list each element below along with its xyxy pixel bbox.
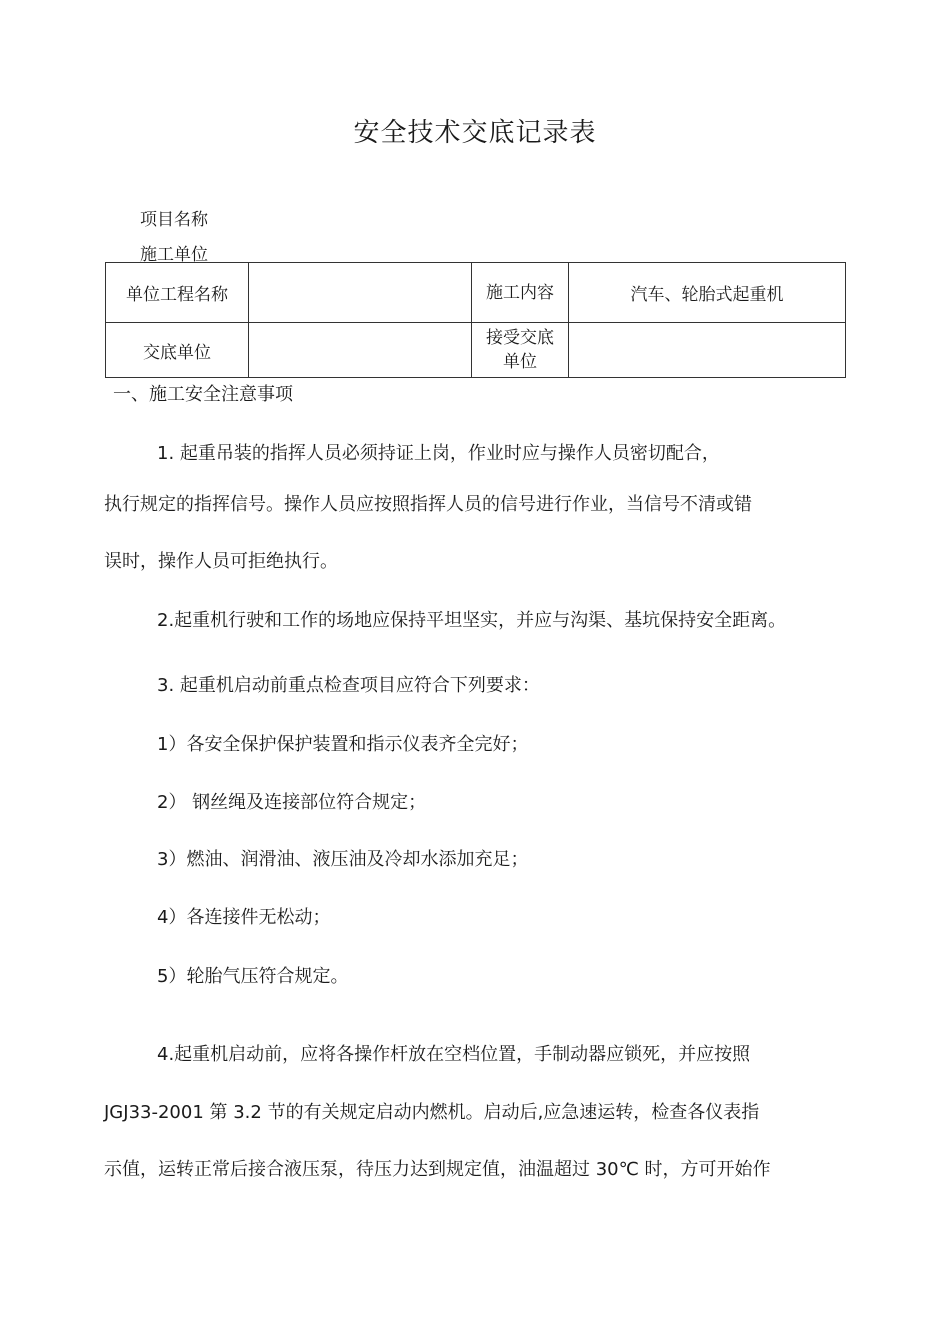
briefing-unit-label: 交底单位 (106, 323, 249, 378)
receiving-unit-label-line1: 接受交底 (486, 328, 554, 348)
info-table (105, 262, 846, 378)
body-line: 2.起重机行驶和工作的场地应保持平坦坚实，并应与沟渠、基坑保持安全距离。 (157, 610, 787, 631)
body-line: 执行规定的指挥信号。操作人员应按照指挥人员的信号进行作业，当信号不清或错 (104, 494, 752, 515)
receiving-unit-label (472, 323, 569, 378)
body-line: 示值，运转正常后接合液压泵，待压力达到规定值，油温超过 30℃ 时，方可开始作 (104, 1159, 771, 1180)
construction-content-label: 施工内容 (472, 263, 569, 323)
body-line: 1）各安全保护保护装置和指示仪表齐全完好； (157, 734, 529, 755)
document-title: 安全技术交底记录表 (353, 118, 597, 148)
body-line: 3）燃油、润滑油、液压油及冷却水添加充足； (157, 849, 529, 870)
unit-project-name-label: 单位工程名称 (106, 263, 249, 323)
body-line: JGJ33-2001 第 3.2 节的有关规定启动内燃机。启动后,应急速运转，检查各仪表指 (104, 1102, 760, 1123)
construction-unit-label: 施工单位 (140, 245, 208, 265)
body-line: 3. 起重机启动前重点检查项目应符合下列要求： (157, 675, 540, 696)
unit-project-name-value (249, 263, 472, 323)
construction-content-value: 汽车、轮胎式起重机 (569, 263, 846, 323)
body-line: 4.起重机启动前，应将各操作杆放在空档位置，手制动器应锁死，并应按照 (157, 1044, 751, 1065)
body-line: 误时，操作人员可拒绝执行。 (104, 551, 338, 572)
body-line: 5）轮胎气压符合规定。 (157, 966, 349, 987)
receiving-unit-label-line2: 单位 (503, 352, 537, 372)
body-line: 2） 钢丝绳及连接部位符合规定； (157, 792, 427, 813)
table-row (106, 263, 846, 323)
briefing-unit-value (249, 323, 472, 378)
body-line: 1. 起重吊装的指挥人员必须持证上岗，作业时应与操作人员密切配合， (157, 443, 720, 464)
table-row (106, 323, 846, 378)
receiving-unit-value (569, 323, 846, 378)
body-line: 4）各连接件无松动； (157, 907, 331, 928)
section-heading: 一、施工安全注意事项 (113, 384, 293, 405)
project-name-label: 项目名称 (140, 210, 208, 230)
